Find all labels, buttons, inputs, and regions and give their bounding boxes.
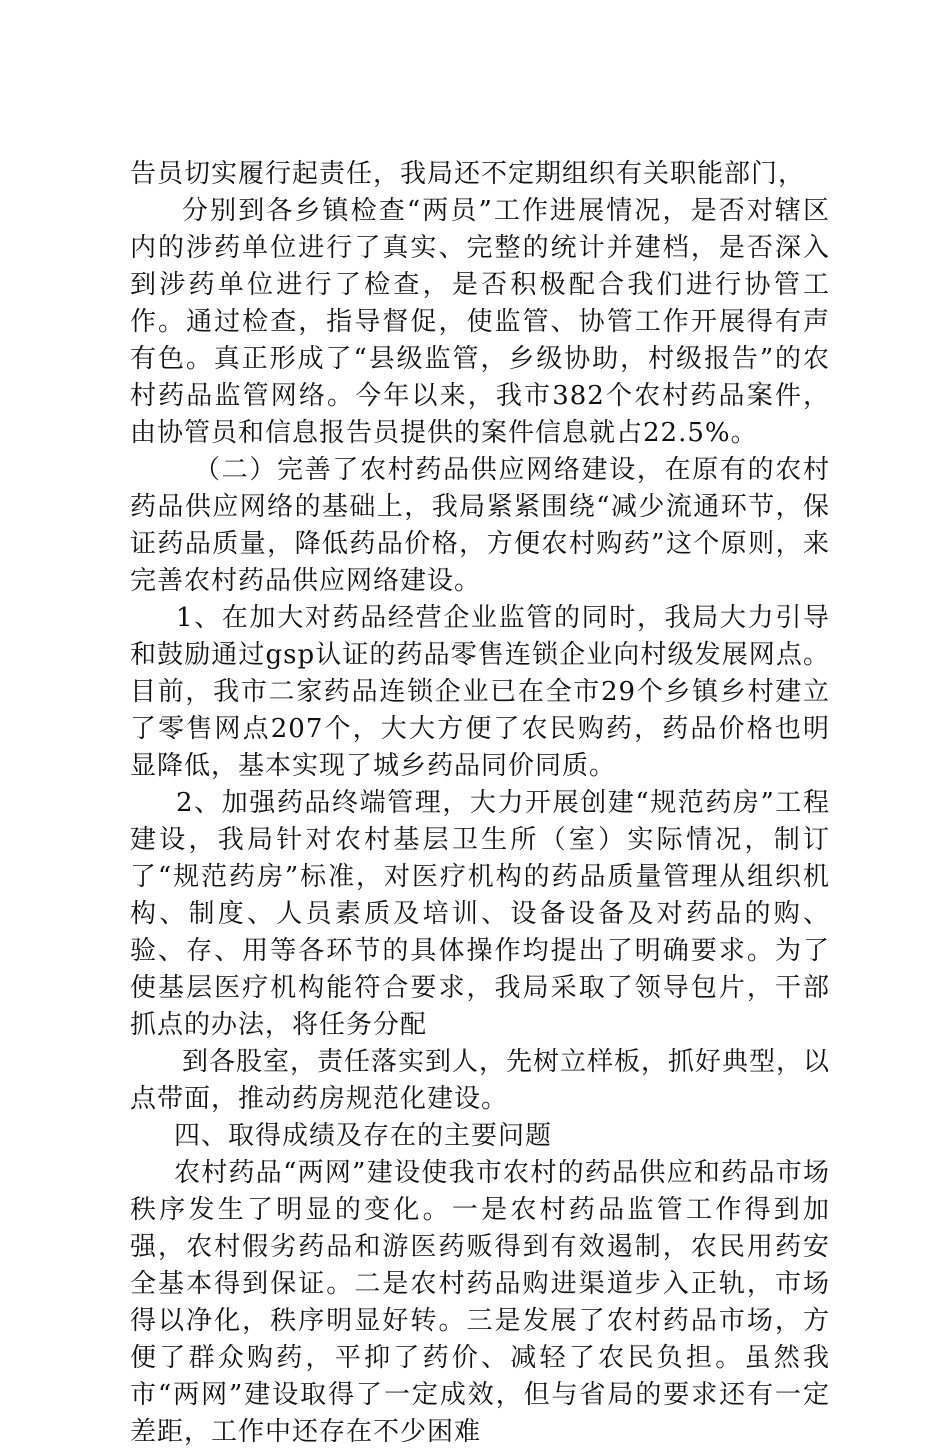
paragraph-supply-network: （二）完善了农村药品供应网络建设，在原有的农村药品供应网络的基础上，我局紧紧围绕“减少流通环节，保证药品质量，降低药品价格，方便农村购药”这个原则，来完善农村药品供应网络建设。 [130,455,830,596]
paragraph-inspection: 分别到各乡镇检查“两员”工作进展情况，是否对辖区内的涉药单位进行了真实、完整的统计并建档，是否深入到涉药单位进行了检查，是否积极配合我们进行协管工作。通过检查，指导督促，使监管、协管工作开展得有声有色。真正形成了“县级监管，乡级协助，村级报告”的农村药品监管网络。今年以来，我市382个农村药品案件，由协管员和信息报告员提供的案件信息就占22.5%。 [130,196,830,448]
paragraph-continuation: 告员切实履行起责任，我局还不定期组织有关职能部门， [130,159,806,189]
paragraph-item-1: 1、在加大对药品经营企业监管的同时，我局大力引导和鼓励通过gsp认证的药品零售连锁企业向村级发展网点。目前，我市二家药品连锁企业已在全市29个乡镇乡村建立了零售网点207个，大大方便了农民购药，药品价格也明显降低，基本实现了城乡药品同价同质。 [130,603,830,781]
paragraph-results: 农村药品“两网”建设使我市农村的药品供应和药品市场秩序发生了明显的变化。一是农村药品监管工作得到加强，农村假劣药品和游医药贩得到有效遏制，农民用药安全基本得到保证。二是农村药品购进渠道步入正轨，市场得以净化，秩序明显好转。三是发展了农村药品市场，方便了群众购药，平抑了药价、减轻了农民负担。虽然我市“两网”建设取得了一定成效，但与省局的要求还有一定差距，工作中还存在不少困难 [130,1158,830,1447]
section-heading-achievements: 四、取得成绩及存在的主要问题 [174,1121,553,1151]
paragraph-item-2: 2、加强药品终端管理，大力开展创建“规范药房”工程建设，我局针对农村基层卫生所（室）实际情况，制订了“规范药房”标准，对医疗机构的药品质量管理从组织机构、制度、人员素质及培训、设备设备及对药品的购、验、存、用等各环节的具体操作均提出了明确要求。为了使基层医疗机构能符合要求，我局采取了领导包片，干部抓点的办法，将任务分配 [130,788,830,1040]
document-body [130,156,830,1451]
paragraph-item-2-continued: 到各股室，责任落实到人，先树立样板，抓好典型，以点带面，推动药房规范化建设。 [130,1047,831,1114]
